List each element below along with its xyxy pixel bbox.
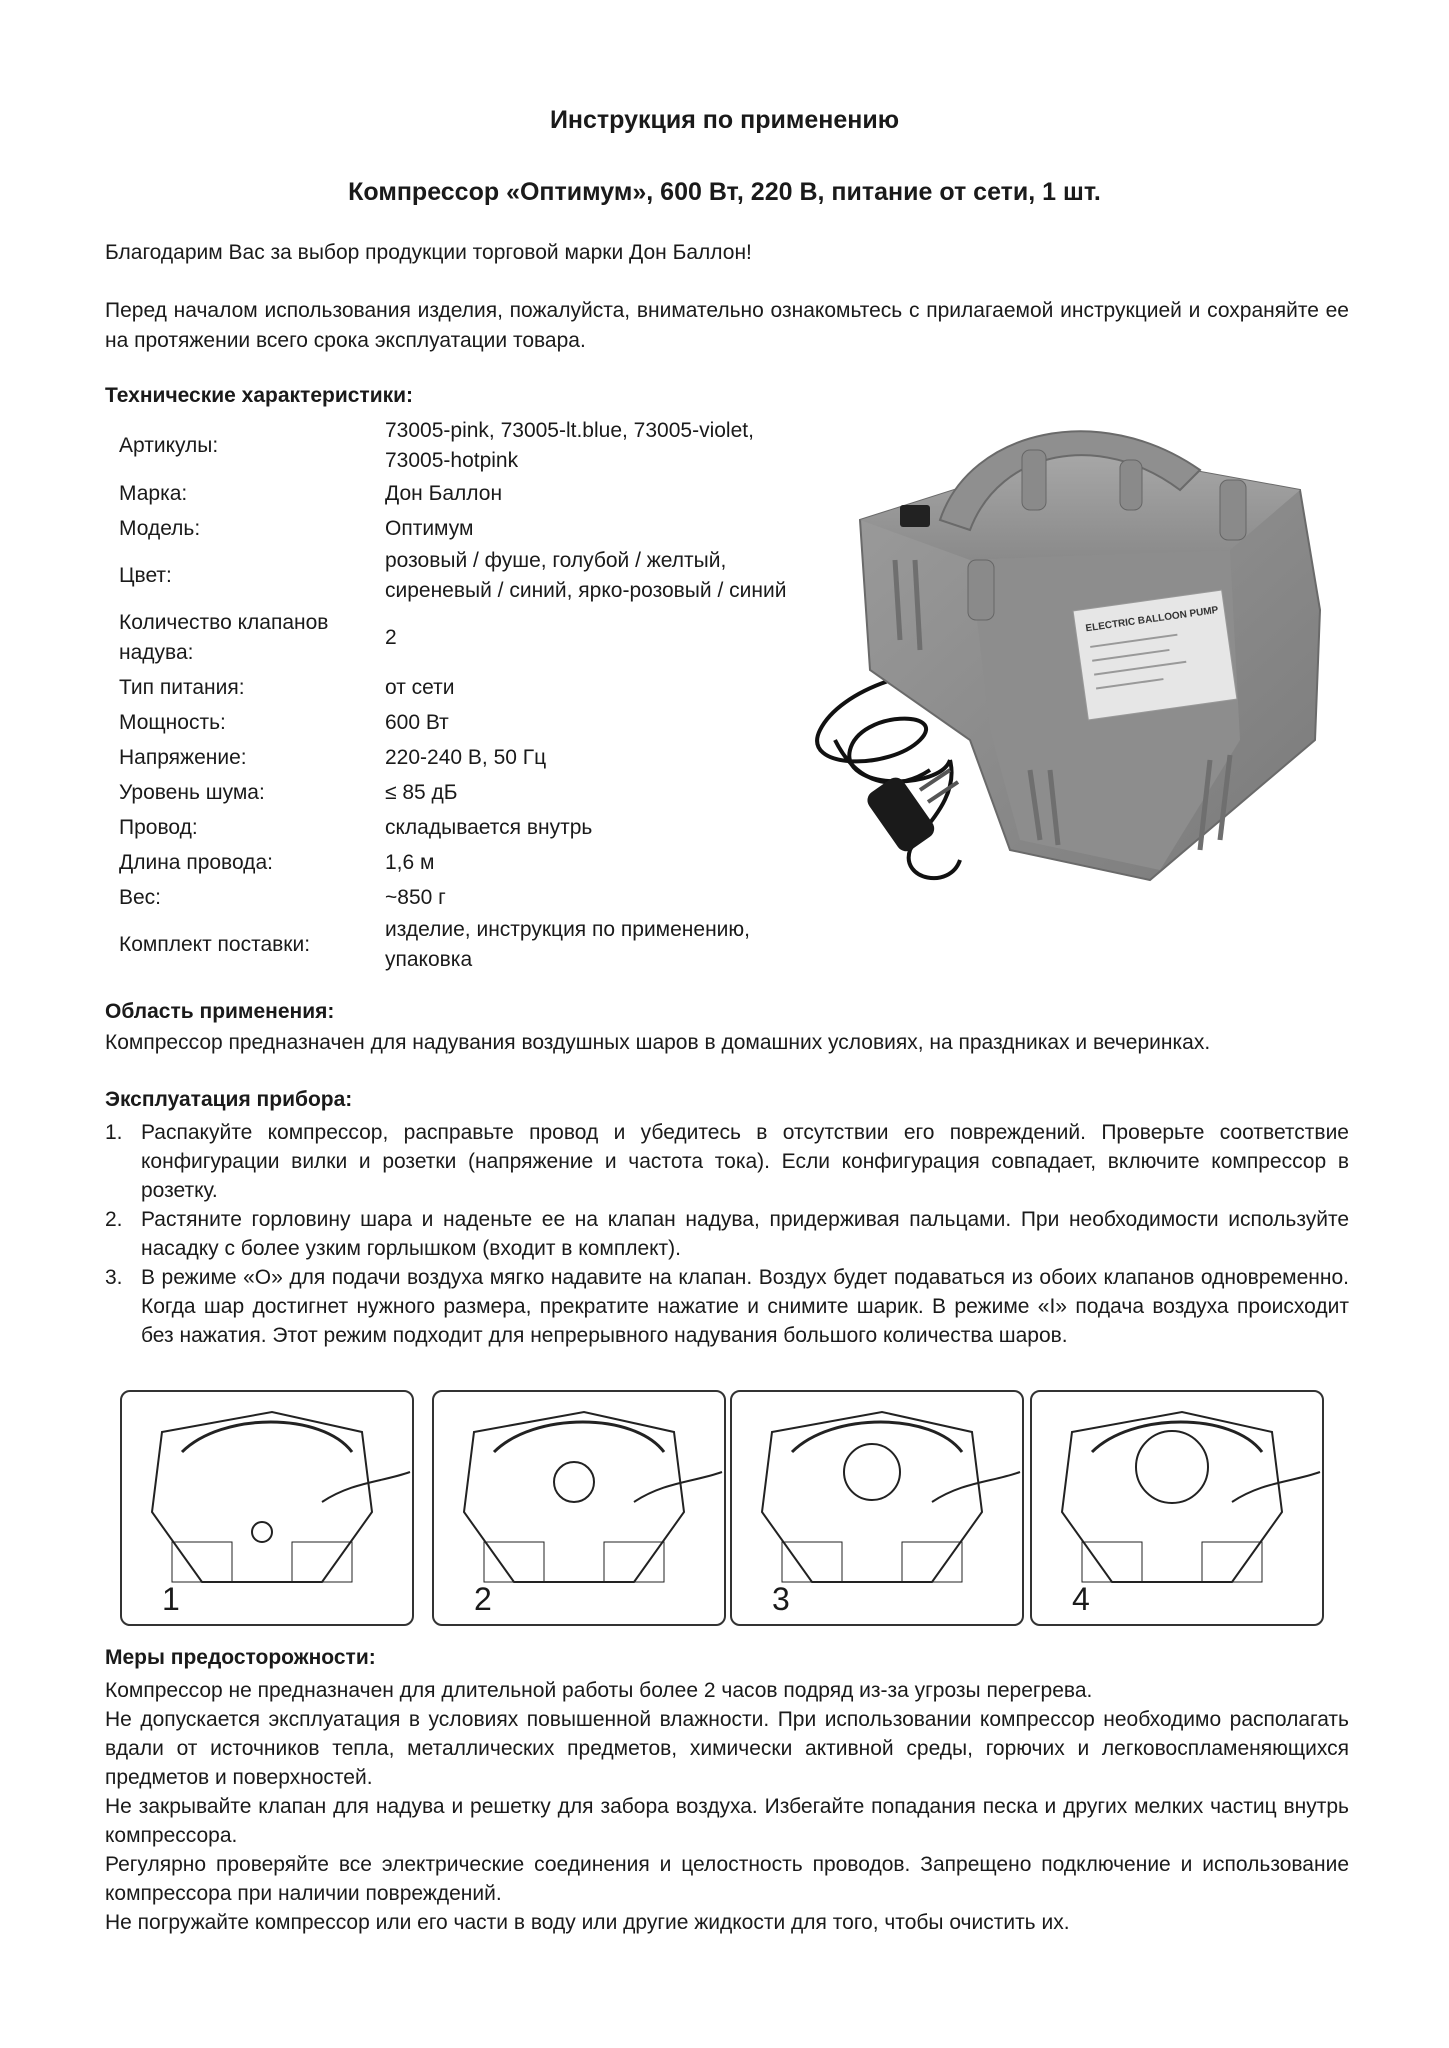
usage-heading: Область применения: [105, 1000, 335, 1023]
balloon-icon [844, 1444, 900, 1500]
step-text: Растяните горловину шара и наденьте ее на клапан надува, придерживая пальцами. При необходимости используйте насадку с более узким горлышком (входит в комплект). [141, 1208, 1349, 1260]
spec-value: Оптимум [385, 516, 474, 540]
specs-table [105, 416, 815, 975]
spec-key: Цвет: [119, 564, 172, 587]
spec-value: ~850 г [385, 885, 446, 909]
plug-icon [864, 770, 958, 855]
spec-value: ≤ 85 дБ [385, 780, 458, 804]
spec-value: розовый / фуше, голубой / желтый, сиреневый / синий, ярко-розовый / синий [385, 549, 787, 602]
spec-row [105, 775, 815, 810]
spec-key: Мощность: [119, 710, 226, 734]
figure-number: 4 [1072, 1581, 1090, 1617]
document-title: Инструкция по применению [549, 106, 900, 134]
spec-value: 220-240 В, 50 Гц [385, 745, 547, 769]
step-text: Распакуйте компрессор, расправьте провод и убедитесь в отсутствии его повреждений. Проверьте соответствие конфигурации вилки и розетки (напряжение и частота тока). Если конфигурация совпадает, включите компрессор в розетку. [141, 1121, 1349, 1202]
power-switch-icon [900, 505, 930, 527]
spec-key: Вес: [119, 885, 162, 909]
spec-key: Уровень шума: [119, 780, 265, 804]
caution-item: Компрессор не предназначен для длительной работы более 2 часов подряд из-за угрозы перегрева. [105, 1679, 1093, 1702]
spec-key: Напряжение: [119, 745, 247, 769]
spec-key: Провод: [119, 815, 198, 839]
spec-key: Модель: [119, 516, 201, 540]
step-item [105, 1263, 1349, 1350]
spec-value: 2 [385, 626, 397, 649]
spec-value: от сети [385, 675, 455, 699]
svg-text:ELECTRIC BALLOON PUMP: ELECTRIC BALLOON PUMP [1084, 604, 1220, 635]
step-number: 2. [105, 1208, 123, 1231]
spec-key: Количество клапанов надува: [119, 611, 329, 664]
spec-row [105, 740, 815, 775]
spec-row [105, 546, 815, 606]
spec-row [105, 606, 815, 670]
spec-value: Дон Баллон [385, 481, 503, 505]
intro-text: Перед началом использования изделия, пожалуйста, внимательно ознакомьтесь с прилагаемой инструкцией и сохраняйте ее на протяжении всего срока эксплуатации товара. [105, 299, 1349, 352]
spec-key: Комплект поставки: [119, 933, 311, 956]
spec-value: 600 Вт [385, 710, 449, 734]
spec-key: Артикулы: [119, 434, 219, 457]
balloon-icon [252, 1522, 272, 1542]
thanks-text: Благодарим Вас за выбор продукции торговой марки Дон Баллон! [105, 241, 752, 264]
caution-item: Не погружайте компрессор или его части в воду или другие жидкости для того, чтобы очистить их. [105, 1911, 1070, 1934]
spec-row [105, 705, 815, 740]
instruction-figure-4 [1030, 1390, 1324, 1626]
spec-row [105, 845, 815, 880]
caution-item: Регулярно проверяйте все электрические соединения и целостность проводов. Запрещено подключение и использование компрессора при наличии повреждений. [105, 1853, 1349, 1905]
operation-heading: Эксплуатация прибора: [105, 1088, 353, 1111]
cautions-heading: Меры предосторожности: [105, 1646, 376, 1669]
spec-row [105, 810, 815, 845]
figure-number: 2 [474, 1581, 492, 1617]
instruction-figures [120, 1390, 1352, 1630]
spec-key: Тип питания: [119, 675, 245, 699]
instruction-figure-2 [432, 1390, 726, 1626]
spec-value: изделие, инструкция по применению, упаковка [385, 918, 750, 971]
spec-value: 73005-pink, 73005-lt.blue, 73005-violet, 73005-hotpink [385, 419, 754, 472]
spec-row [105, 511, 815, 546]
spec-value: складывается внутрь [385, 815, 593, 839]
caution-item: Не допускается эксплуатация в условиях повышенной влажности. При использовании компрессор необходимо располагать вдали от источников тепла, металлических предметов, химически активной среды, горючих и легковоспламеняющихся предметов и поверхностей. [105, 1708, 1349, 1789]
figure-number: 3 [772, 1581, 790, 1617]
spec-value: 1,6 м [385, 850, 435, 874]
spec-row [105, 915, 815, 975]
spec-row [105, 880, 815, 915]
instruction-figure-1 [120, 1390, 414, 1626]
instruction-figure-3 [730, 1390, 1024, 1626]
operation-steps [105, 1118, 1349, 1350]
step-number: 3. [105, 1266, 123, 1289]
spec-row [105, 476, 815, 511]
specs-heading: Технические характеристики: [105, 384, 414, 407]
product-label [1073, 590, 1237, 720]
cautions-list [105, 1676, 1349, 1937]
caution-item: Не закрывайте клапан для надува и решетку для забора воздуха. Избегайте попадания песка и других мелких частиц внутрь компрессора. [105, 1795, 1349, 1847]
spec-key: Длина провода: [119, 850, 273, 874]
product-title: Компрессор «Оптимум», 600 Вт, 220 В, питание от сети, 1 шт. [348, 178, 1101, 206]
step-number: 1. [105, 1121, 123, 1144]
balloon-icon [554, 1462, 594, 1502]
balloon-icon [1136, 1431, 1208, 1503]
step-text: В режиме «О» для подачи воздуха мягко надавите на клапан. Воздух будет подаваться из обоих клапанов одновременно. Когда шар достигнет нужного размера, прекратите нажатие и снимите шарик. В режиме «I» подача воздуха происходит без нажатия. Этот режим подходит для непрерывного надувания большого количества шаров. [141, 1266, 1349, 1347]
spec-row [105, 416, 815, 476]
figure-number: 1 [162, 1581, 180, 1617]
step-item [105, 1118, 1349, 1205]
usage-text: Компрессор предназначен для надувания воздушных шаров в домашних условиях, на праздниках и вечеринках. [105, 1031, 1211, 1054]
spec-row [105, 670, 815, 705]
product-photo [800, 410, 1360, 920]
spec-key: Марка: [119, 481, 188, 505]
step-item [105, 1205, 1349, 1263]
